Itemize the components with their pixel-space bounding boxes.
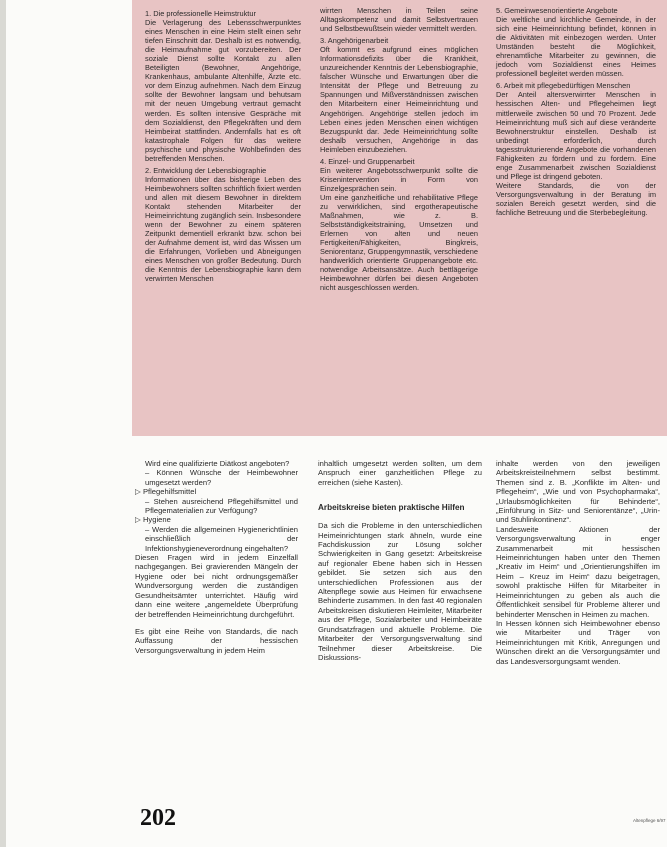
body-paragraph: Landesweite Aktionen der Versorgungsverwaltung in enger Zusammenarbeit mit hessischen Heimeinrichtungen haben unter den Themen „Kreativ im Heim“ und „Orientierungshilfen im Heim – Kreuz im Heim“ dazu beigetragen, sowohl praktische Hilfen für Mitarbeiter in Heimeinrichtungen zu geben als auch die Öffentlichkeit sensibel für Probleme älterer und behinderter Menschen in Heimen zu machen. — [496, 524, 660, 619]
box-column-2 — [320, 6, 478, 292]
scan-edge — [0, 0, 6, 847]
section-heading-3: 3. Angehörigenarbeit — [320, 36, 389, 46]
box-column-3 — [496, 6, 656, 217]
article-column-1 — [135, 459, 298, 655]
section-heading-6: 6. Arbeit mit pflegebedürftigen Menschen — [496, 81, 631, 91]
section-text-6: Der Anteil altersverwirrter Menschen in hessischen Alten- und Pflegeheimen liegt mittlerweile zwischen 50 und 70 Prozent. Jede Heimeinrichtung muß sich auf diese veränderte Bewohnerstruktur einstellen. Deshalb ist unbedingt erforderlich, durch tagesstrukturierende Angebote die vorhandenen Fähigkeiten zu fördern und zu fordern. Eine enge Zusammenarbeit zwischen Sozialdienst und Pflege ist dringend geboten. — [496, 90, 656, 181]
section-heading-5: 5. Gemeinwesenorientierte Angebote — [496, 6, 618, 15]
checklist-question: – Werden die allgemeinen Hygienerichtlinien einschließlich der Infektionshygieneverordnung eingehalten? — [145, 524, 298, 553]
page-number: 202 — [140, 805, 176, 831]
section-text-1: Die Verlagerung des Lebensschwerpunktes eines Menschen in eine Heim stellt einen sehr tiefen Einschnitt dar. Deshalb ist es notwendig, die Heimaufnahme gut vorzubereiten. Der soziale Dienst sollte Kontakt zu allen Beteiligten (Bewohner, Angehörige, Krankenhaus, ambulante Altenhilfe, Ärzte etc. vor dem Einzug aufnehmen. Nach dem Einzug sollte der Bewohner langsam und behutsam mit der neuen Umgebung vertraut gemacht werden. Es sollten intensive Gespräche mit dem Sozialdienst, den Pflegekräften und dem Heimbeirat stattfinden. Andernfalls hat es oft katastrophale Folgen für das weitere psychische und physische Wohlbefinden des betreffenden Menschen. — [145, 18, 301, 163]
checklist-question: Wird eine qualifizierte Diätkost angeboten? — [145, 459, 290, 468]
section-text-2-cont: wirrten Menschen in Teilen seine Alltagskompetenz und damit Selbstvertrauen und Selbstbewußtsein wieder vermittelt werden. — [320, 6, 478, 34]
body-paragraph: In Hessen können sich Heimbewohner ebenso wie Mitarbeiter und Träger von Heimeinrichtungen mit Kritik, Anregungen und Wünschen direkt an die Versorgungsämter und das Landesversorgungsamt wenden. — [496, 618, 660, 666]
section-text-2: Informationen über das bisherige Leben des Heimbewohners sollten schriftlich fixiert werden und allen mit diesem Bewohner in direktem Kontakt stehenden Mitarbeiter der Heimeinrichtung zugänglich sein. Insbesondere wenn der Bewohner zu einem späteren Zeitpunkt dementiell erkrankt bzw. schon bei der Aufnahme dement ist, wird das Wissen um die Erfahrungen, Vorlieben und Abneigungen eines Menschen von großer Bedeutung. Durch die Kenntnis der Lebensbiographie kann dem verwirrten Menschen — [145, 174, 301, 284]
checklist-question: – Können Wünsche der Heimbewohner umgesetzt werden? — [145, 468, 298, 487]
checklist-heading-aids: ▷ Pflegehilfsmittel — [135, 487, 197, 497]
article-column-2 — [318, 459, 482, 662]
subheading: Arbeitskreise bieten praktische Hilfen — [318, 503, 465, 513]
checklist-question: – Stehen ausreichend Pflegehilfsmittel und Pflegematerialien zur Verfügung? — [145, 496, 298, 516]
section-heading-4: 4. Einzel- und Gruppenarbeit — [320, 156, 415, 166]
section-text-3: Oft kommt es aufgrund eines möglichen Informationsdefizits über die Krankheit, unzureichender Kenntnis der Lebensbiographie, falscher Wünsche und Erwartungen über die Intensität der Pflege und Betreuung zu Spannungen und Mißverständnissen zwischen den Mitarbeitern einer Heimeinrichtung und Angehörigen. Angehörige stellen jedoch im Leben eines jeden Menschen einen wichtigen Bezugspunkt dar. Jede Heimeinrichtung sollte deshalb versuchen, Angehörige in das Heimleben einzubeziehen. — [320, 45, 478, 154]
body-paragraph: Da sich die Probleme in den unterschiedlichen Heimeinrichtungen stark ähneln, wurde eine Fachdiskussion zur Lösung solcher Schwierigkeiten in Gang gesetzt: Arbeitskreise auf regionaler Ebene haben sich in Hessen gebildet. Sie setzen sich aus den unterschiedlichen Professionen aus der Altenpflege sowie aus Heimen für erwachsene Behinderte zusammen. In den fast 40 regionalen Arbeitskreisen diskutieren Heimleiter, Mitarbeiter aus der Pflege, Sozialarbeiter und Heimbeiräte Grundsatzfragen und aktuelle Probleme. Die Mitarbeiter der Versorgungsverwaltung sind Teilnehmer dieser Arbeitskreise. Die Diskussions- — [318, 521, 482, 662]
article-column-3 — [496, 459, 660, 666]
body-paragraph: inhalte werden von den jeweiligen Arbeitskreisteilnehmern selbst bestimmt. Themen sind z. B. „Konflikte im Alten- und Pflegeheim“, „Wie und von Psychopharmaka“, „Urlaubsmöglichkeiten für Behinderte“, „Einführung in Sitz- und Seniorentänze“, „Urin- und Stuhlinkontinenz“. — [496, 459, 660, 525]
body-paragraph: Diesen Fragen wird in jedem Einzelfall nachgegangen. Bei gravierenden Mängeln der Hygiene oder bei nicht ordnungsgemäßer Wundversorgung werden die zuständigen Gesundheitsämter unterrichtet. Häufig wird dann eine weitere „angemeldete Überprüfung der betreffenden Heimeinrichtung durchgeführt. — [135, 553, 298, 619]
section-heading-1: 1. Die professionelle Heimstruktur — [145, 9, 256, 18]
box-column-1 — [145, 6, 301, 283]
section-text-4: Ein weiterer Angebotsschwerpunkt sollte die Krisenintervention in Form von Einzelgesprächen sein. — [320, 165, 478, 193]
section-text-6b: Weitere Standards, die von der Versorgungsverwaltung in der Beratung im sozialen Bereich gesetzt werden, sind die fachliche Betreuung und die Sterbebegleitung. — [496, 180, 656, 218]
section-text-4b: Um eine ganzheitliche und rehabilitative Pflege zu verwirklichen, sind ergotherapeutische Maßnahmen, wie z. B. Selbstständigkeitstraining, Umsetzen und Erlernen von alten und neuen Fertigkeiten/Fähigkeiten, Bingkreis, Seniorentanz, Gruppengymnastik, verschiedene handwerklich orientierte Gruppenangebote etc. notwendige Arbeitsansätze. Auch bettlägerige Heimbewohner dürfen bei diesen Angeboten nicht ausgeschlossen werden. — [320, 192, 478, 293]
page-footer: Altenpflege 6/97 — [633, 818, 666, 823]
body-paragraph: inhaltlich umgesetzt werden sollten, um dem Anspruch einer ganzheitlichen Pflege zu erreichen (siehe Kasten). — [318, 459, 482, 487]
checklist-heading-hygiene: ▷ Hygiene — [135, 515, 171, 525]
section-heading-2: 2. Entwicklung der Lebensbiographie — [145, 165, 267, 175]
section-text-5: Die weltliche und kirchliche Gemeinde, in der sich eine Heimeinrichtung befindet, können in die Aktivitäten mit einbezogen werden. Unter Umständen besteht die Möglichkeit, ehrenamtliche Mitarbeiter zu gewinnen, die jedoch vom Sozialdienst eines Heimes professionell begleitet werden müssen. — [496, 15, 656, 79]
body-paragraph: Es gibt eine Reihe von Standards, die nach Auffassung der hessischen Versorgungsverwaltung in jedem Heim — [135, 626, 298, 655]
